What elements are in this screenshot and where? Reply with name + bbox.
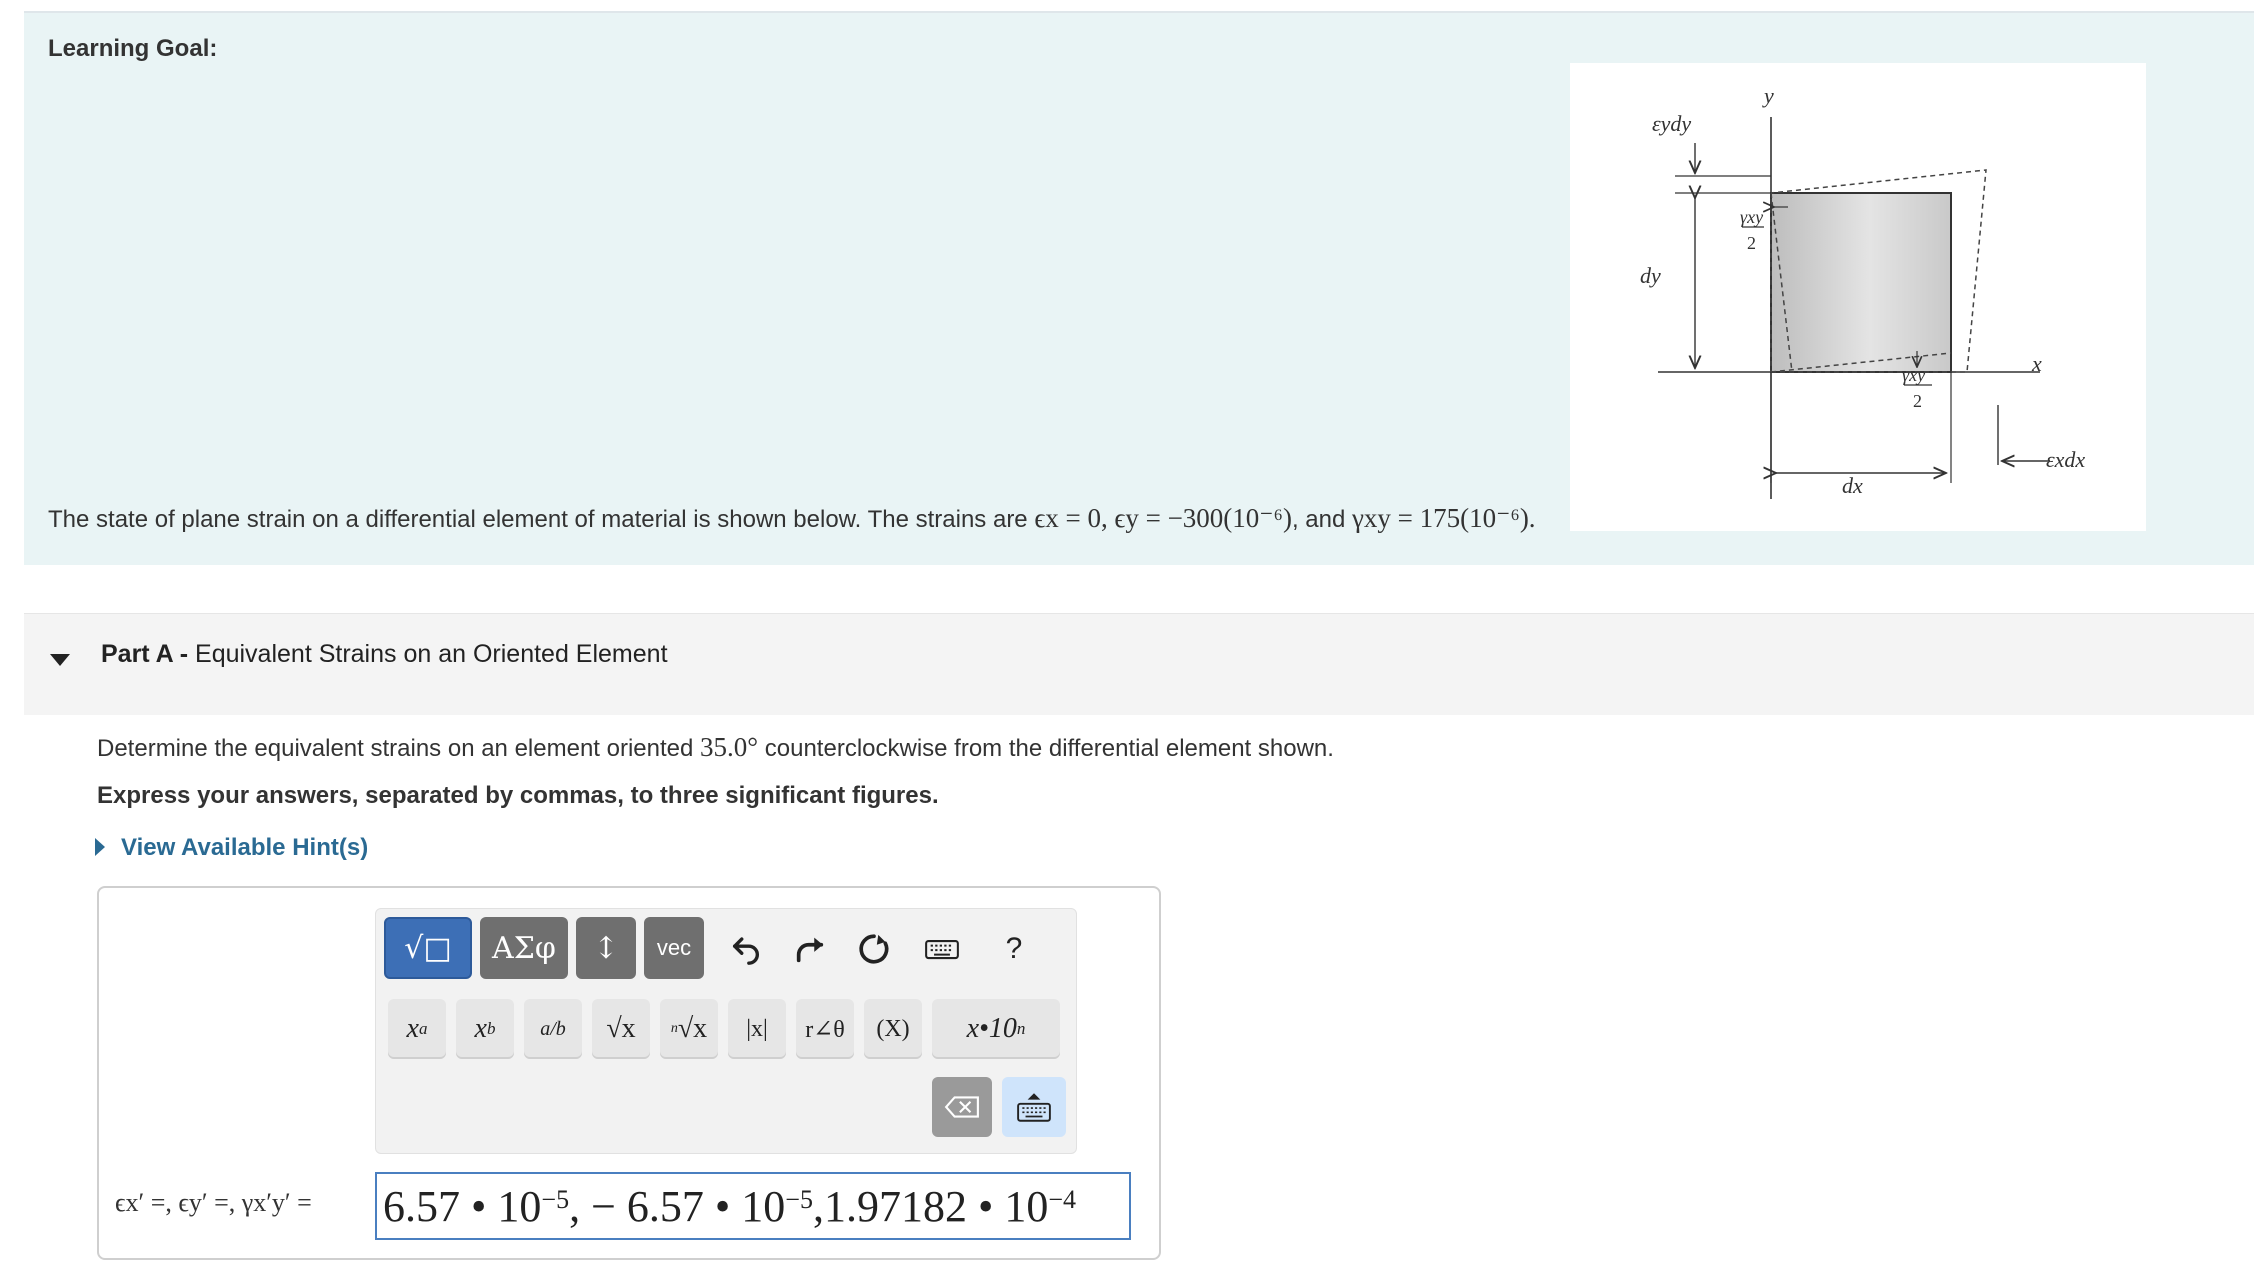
hint-link-label: View Available Hint(s) — [121, 834, 369, 861]
part-a-name: Equivalent Strains on an Oriented Element — [195, 640, 668, 668]
tab-templates-label: √□ — [404, 930, 452, 966]
problem-statement-text: The state of plane strain on a differential element of material is shown below. The strains are — [48, 506, 1028, 533]
tab-greek[interactable] — [480, 917, 568, 979]
math-toolbar — [375, 908, 1077, 1154]
view-hints-link[interactable] — [95, 834, 368, 862]
tab-templates[interactable] — [384, 917, 472, 979]
key-scientific-exp: n — [1016, 1019, 1026, 1038]
key-abs[interactable] — [728, 999, 786, 1059]
plane-strain-figure — [1570, 63, 2146, 531]
key-power-exp: a — [418, 1019, 428, 1038]
backspace-button[interactable] — [932, 1077, 992, 1137]
figure-label-eps-y-dy: εydy — [1652, 111, 1692, 136]
answer-exp-1: −5 — [541, 1185, 570, 1214]
key-subscript-index: b — [486, 1019, 496, 1038]
keyboard-toggle-button[interactable] — [1002, 1077, 1066, 1137]
strain-y-value: ϵy = −300(10⁻⁶) — [1114, 503, 1292, 533]
key-power-base: x — [406, 1013, 419, 1044]
backspace-icon — [944, 1095, 980, 1119]
key-polar-label: r∠θ — [805, 1016, 845, 1043]
tab-greek-label: AΣφ — [492, 930, 556, 966]
key-vector[interactable] — [864, 999, 922, 1059]
strain-x-value: ϵx = 0 — [1034, 503, 1101, 533]
figure-label-dy: dy — [1640, 263, 1661, 288]
problem-statement: The state of plane strain on a differential element of material is shown below. The strains are ϵx = 0, ϵy = −300(10⁻⁶), and γxy = 175(10⁻⁶). — [48, 503, 1536, 533]
figure-label-gamma-right: γxy — [1902, 365, 1926, 385]
answer-part-1: 6.57 • 10 — [383, 1181, 542, 1231]
figure-label-dx: dx — [1842, 473, 1863, 498]
figure-label-two-right: 2 — [1913, 391, 1922, 411]
figure-label-gamma-top: γxy — [1740, 207, 1764, 227]
key-nth-root[interactable] — [660, 999, 718, 1059]
key-sqrt-label: √x — [606, 1013, 636, 1044]
key-fraction-label: a/b — [540, 1017, 566, 1040]
key-vector-label: (X) — [876, 1015, 910, 1042]
key-sqrt[interactable] — [592, 999, 650, 1059]
undo-icon[interactable] — [726, 929, 766, 969]
figure-label-two-top: 2 — [1747, 233, 1756, 253]
help-button[interactable] — [994, 929, 1034, 969]
keyboard-icon[interactable] — [918, 929, 966, 969]
part-a-title — [101, 640, 668, 669]
strain-element-diagram — [1570, 63, 2146, 531]
tab-arrows[interactable] — [576, 917, 636, 979]
figure-label-y: y — [1764, 83, 1774, 108]
key-fraction[interactable] — [524, 999, 582, 1059]
answer-part-2: , − 6.57 • 10 — [569, 1181, 786, 1231]
answer-input[interactable] — [375, 1172, 1131, 1240]
strain-xy-value: γxy = 175(10⁻⁶). — [1352, 503, 1536, 533]
help-label: ? — [1005, 932, 1023, 965]
key-power[interactable] — [388, 999, 446, 1059]
figure-label-eps-x-dx: εxdx — [2046, 447, 2086, 472]
expand-caret-icon — [95, 838, 105, 856]
question-text-before: Determine the equivalent strains on an element oriented — [97, 735, 694, 762]
answer-panel — [97, 886, 1161, 1260]
answer-part-3: ,1.97182 • 10 — [812, 1181, 1049, 1231]
figure-label-x: x — [2032, 351, 2042, 376]
key-abs-label: |x| — [746, 1015, 768, 1042]
tab-vec[interactable] — [644, 917, 704, 979]
answer-exp-2: −5 — [785, 1185, 813, 1214]
tab-vec-label: vec — [656, 935, 692, 960]
question-text — [97, 732, 1334, 763]
key-nth-root-index: n — [670, 1021, 678, 1036]
question-text-after: counterclockwise from the differential element shown. — [764, 735, 1334, 762]
part-a-header[interactable] — [24, 613, 2254, 715]
and-text: , and — [1291, 506, 1346, 533]
learning-goal-title: Learning Goal: — [48, 35, 218, 62]
collapse-caret-icon[interactable] — [50, 654, 70, 666]
key-subscript-base: x — [474, 1013, 487, 1044]
tab-arrows-label: ↕ — [593, 930, 619, 966]
answer-instruction: Express your answers, separated by commas, to three significant figures. — [97, 782, 939, 809]
key-polar[interactable] — [796, 999, 854, 1059]
keyboard-toggle-icon — [1016, 1091, 1052, 1123]
key-subscript[interactable] — [456, 999, 514, 1059]
question-angle: 35.0° — [700, 732, 759, 762]
key-scientific-label: x•10 — [966, 1013, 1017, 1044]
answer-label: ϵx′ =, ϵy′ =, γx′y′ = — [115, 1188, 312, 1217]
key-scientific[interactable] — [932, 999, 1060, 1059]
reset-icon[interactable] — [854, 929, 894, 969]
learning-goal-panel — [24, 13, 2254, 565]
redo-icon[interactable] — [790, 929, 830, 969]
answer-exp-3: −4 — [1048, 1185, 1077, 1214]
differential-element — [1771, 193, 1951, 372]
part-a-prefix: Part A - — [101, 640, 189, 668]
key-nth-root-label: √x — [677, 1013, 708, 1044]
